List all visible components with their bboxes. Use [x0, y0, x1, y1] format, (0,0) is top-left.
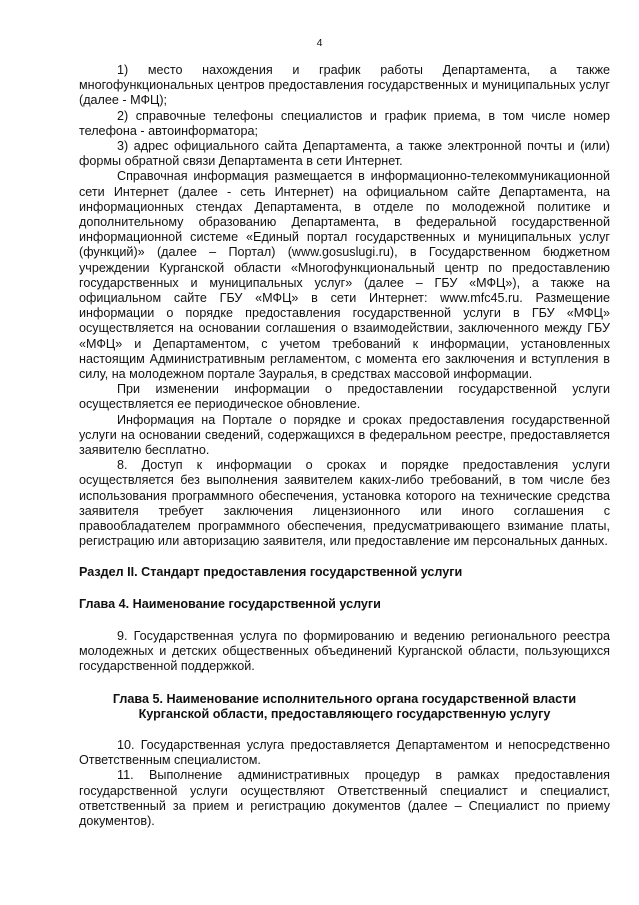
chapter-5-title-line-1: Глава 5. Наименование исполнительного органа государственной власти — [112, 691, 577, 706]
paragraph-10: 10. Государственная услуга предоставляется Департаментом и непосредственно Ответственным специалистом. — [79, 737, 610, 768]
paragraph-reference-info: Справочная информация размещается в информационно-телекоммуникационной сети Интернет (далее - сеть Интернет) на официальном сайте Департамента, на информационных стендах Департамента, в отделе по молодежной политике и дополнительному образованию Департамента, в федеральной государственной информационной системе «Единый портал государственных и муниципальных услуг (функций)» (далее – Портал) (www.gosuslugi.ru), в Государственном бюджетном учреждении Курганской области «Многофункциональный центр по предоставлению государственных и муниципальных услуг» (далее – ГБУ «МФЦ»), а также на официальном сайте ГБУ «МФЦ» в сети Интернет: www.mfc45.ru. Размещение информации о порядке предоставления государственной услуги в ГБУ «МФЦ» осуществляется на основании соглашения о взаимодействии, заключенного между ГБУ «МФЦ» и Департаментом, с учетом требований к информации, установленных настоящим Административным регламентом, с момента его заключения и вступления в силу, на молодежном портале Зауралья, в средствах массовой информации. — [79, 169, 610, 382]
paragraph-info-update: При изменении информации о предоставлении государственной услуги осуществляется ее периодическое обновление. — [79, 382, 610, 412]
paragraph-item-2: 2) справочные телефоны специалистов и график приема, в том числе номер телефона - автоинформатора; — [79, 108, 610, 138]
paragraph-item-1: 1) место нахождения и график работы Департамента, а также многофункциональных центров предоставления государственных и муниципальных услуг (далее - МФЦ); — [79, 63, 610, 108]
document-body — [79, 63, 610, 829]
paragraph-11: 11. Выполнение административных процедур в рамках предоставления государственной услуги осуществляют Ответственный специалист и специалист, ответственный за прием и регистрацию документов (далее – Специалист по приему документов). — [79, 768, 610, 828]
section-title: Раздел II. Стандарт предоставления государственной услуги — [79, 564, 463, 579]
page-number: 4 — [316, 37, 323, 49]
paragraph-8: 8. Доступ к информации о сроках и порядке предоставления услуги осуществляется без выполнения заявителем каких-либо требований, в том числе без использования программного обеспечения, установка которого на технические средства заявителя требует заключения лицензионного или иного соглашения с правообладателем программного обеспечения, предусматривающего взимание платы, регистрацию или авторизацию заявителя, или предоставление им персональных данных. — [79, 458, 610, 549]
chapter-5-title-line-2: Курганской области, предоставляющего государственную услугу — [138, 706, 551, 721]
paragraph-item-3: 3) адрес официального сайта Департамента, а также электронной почты и (или) формы обратной связи Департамента в сети Интернет. — [79, 139, 610, 169]
paragraph-9: 9. Государственная услуга по формированию и ведению регионального реестра молодежных и детских общественных объединений Курганской области, пользующихся государственной поддержкой. — [79, 628, 610, 674]
chapter-4-title: Глава 4. Наименование государственной услуги — [79, 596, 381, 611]
chapter-5-title — [79, 692, 610, 722]
paragraph-portal-info: Информация на Портале о порядке и сроках предоставления государственной услуги на основании сведений, содержащихся в федеральном реестре, предоставляется заявителю бесплатно. — [79, 412, 610, 458]
